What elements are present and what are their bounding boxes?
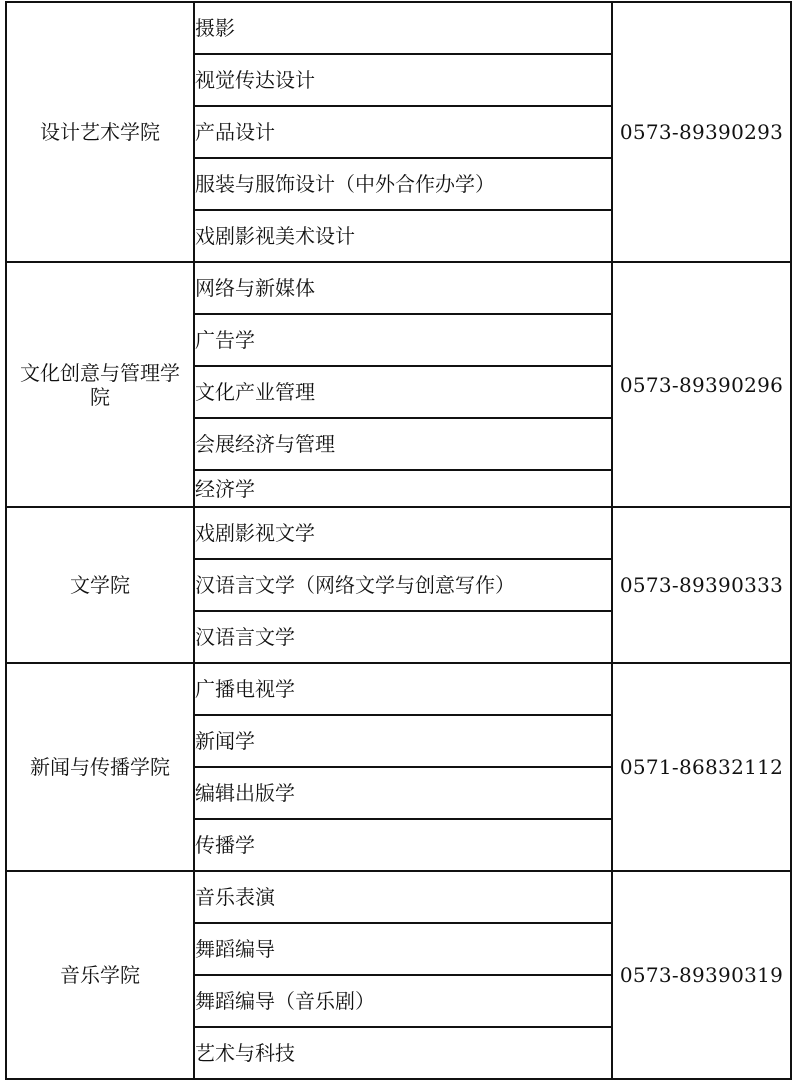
major-name: 舞蹈编导（音乐剧） — [194, 975, 612, 1027]
major-name: 产品设计 — [194, 106, 612, 158]
major-name: 经济学 — [194, 470, 612, 507]
table-row — [6, 871, 791, 923]
contact-phone: 0571-86832112 — [612, 663, 791, 871]
major-name: 戏剧影视美术设计 — [194, 210, 612, 262]
major-name: 广告学 — [194, 314, 612, 366]
college-name: 新闻与传播学院 — [30, 755, 170, 779]
major-name: 音乐表演 — [194, 871, 612, 923]
major-name: 汉语言文学 — [194, 611, 612, 663]
major-name: 文化产业管理 — [194, 366, 612, 418]
college-major-contact-table — [5, 1, 792, 1080]
college-name: 音乐学院 — [60, 963, 140, 987]
major-name: 服装与服饰设计（中外合作办学） — [194, 158, 612, 210]
major-name: 传播学 — [194, 819, 612, 871]
major-name: 汉语言文学（网络文学与创意写作） — [194, 559, 612, 611]
college-name-cell — [6, 663, 194, 871]
table-row — [6, 262, 791, 314]
contact-phone: 0573-89390296 — [612, 262, 791, 507]
college-name: 文学院 — [70, 573, 130, 597]
major-name: 摄影 — [194, 2, 612, 54]
major-name: 广播电视学 — [194, 663, 612, 715]
table-body — [6, 2, 791, 1079]
major-name: 会展经济与管理 — [194, 418, 612, 470]
major-name: 网络与新媒体 — [194, 262, 612, 314]
college-name-cell — [6, 262, 194, 507]
college-name-cell — [6, 507, 194, 663]
major-name: 舞蹈编导 — [194, 923, 612, 975]
major-name: 艺术与科技 — [194, 1027, 612, 1079]
contact-phone: 0573-89390293 — [612, 2, 791, 262]
major-name: 新闻学 — [194, 715, 612, 767]
table-row — [6, 507, 791, 559]
major-name: 戏剧影视文学 — [194, 507, 612, 559]
college-name-cell — [6, 871, 194, 1079]
college-major-table-container — [5, 1, 792, 1079]
contact-phone: 0573-89390319 — [612, 871, 791, 1079]
college-name: 设计艺术学院 — [40, 120, 160, 144]
college-name-cell — [6, 2, 194, 262]
table-row — [6, 663, 791, 715]
contact-phone: 0573-89390333 — [612, 507, 791, 663]
table-row — [6, 2, 791, 54]
major-name: 视觉传达设计 — [194, 54, 612, 106]
major-name: 编辑出版学 — [194, 767, 612, 819]
college-name: 文化创意与管理学院 — [20, 360, 180, 409]
